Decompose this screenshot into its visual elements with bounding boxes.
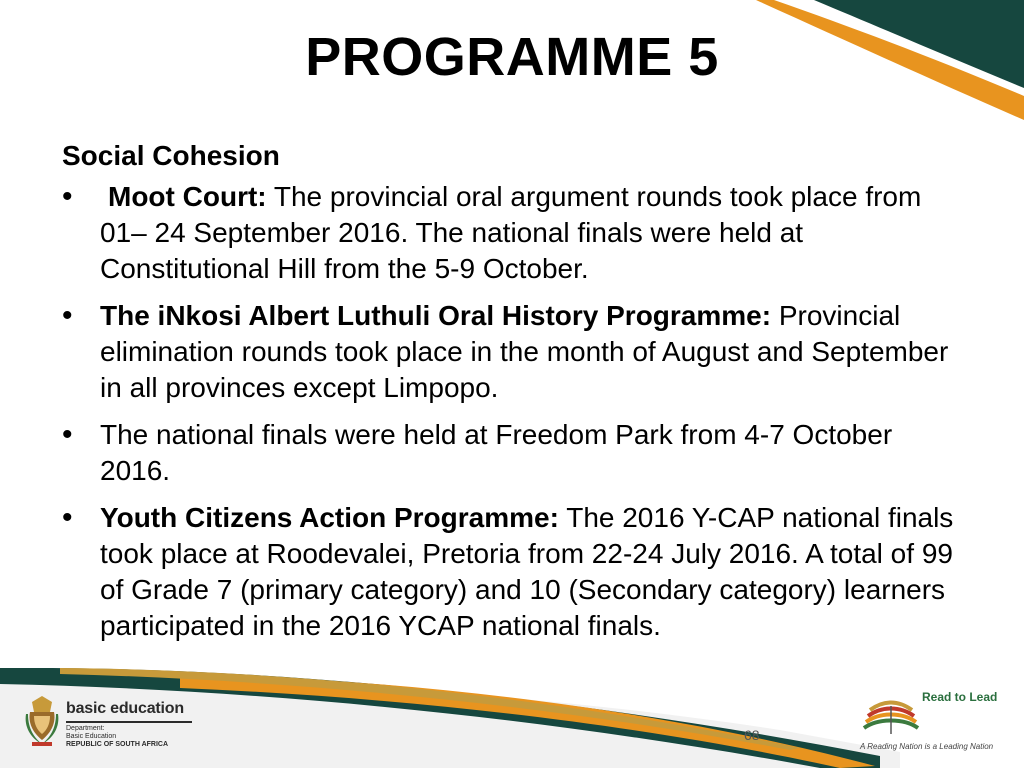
bullet-text: The national finals were held at Freedom Park from 4-7 October 2016. — [100, 419, 893, 486]
basic-education-logo — [22, 692, 192, 760]
bullet-icon: • — [62, 299, 73, 332]
department-info — [66, 725, 168, 749]
bullet-icon: • — [62, 418, 73, 451]
open-book-icon — [860, 694, 922, 740]
bullet-lead: The iNkosi Albert Luthuli Oral History Programme: — [100, 300, 772, 331]
bullet-lead: Moot Court: — [108, 181, 267, 212]
bullet-text: The 2016 Y-CAP national finals took place at Roodevalei, Pretoria from 22-24 July 2016. A total of 99 of Grade 7 (primary category) and 10 (Secondary category) learners participated in the 2016 YCAP national finals. — [100, 502, 954, 641]
read-to-lead-title: Read to Lead — [922, 690, 998, 704]
section-heading: Social Cohesion — [62, 140, 280, 171]
bullet-list — [62, 179, 962, 644]
department-name: Basic Education — [66, 733, 117, 740]
brand-name: basic education — [66, 700, 184, 717]
bullet-lead: Youth Citizens Action Programme: — [100, 502, 559, 533]
bullet-item-moot-court — [62, 179, 962, 287]
page-number: 68 — [744, 727, 760, 743]
bullet-icon: • — [62, 180, 73, 213]
bullet-item-ycap — [62, 500, 962, 644]
slide-title: PROGRAMME 5 — [305, 27, 719, 87]
bullet-text: The provincial oral argument rounds took place from 01– 24 September 2016. The national finals were held at Constitutional Hill from the 5-9 October. — [100, 181, 922, 284]
bullet-item-national-finals — [62, 417, 962, 489]
bullet-text: Provincial elimination rounds took place in the month of August and September in all provinces except Limpopo. — [100, 300, 949, 403]
read-to-lead-tagline: A Reading Nation is a Leading Nation — [860, 742, 994, 751]
brand-divider — [66, 721, 192, 723]
slide-content — [62, 138, 962, 655]
bullet-item-oral-history — [62, 298, 962, 406]
department-label: Department: — [66, 725, 105, 732]
bullet-icon: • — [62, 501, 73, 534]
coat-of-arms-icon — [22, 692, 62, 748]
read-to-lead-logo — [860, 686, 1010, 758]
country-name: REPUBLIC OF SOUTH AFRICA — [66, 741, 169, 748]
